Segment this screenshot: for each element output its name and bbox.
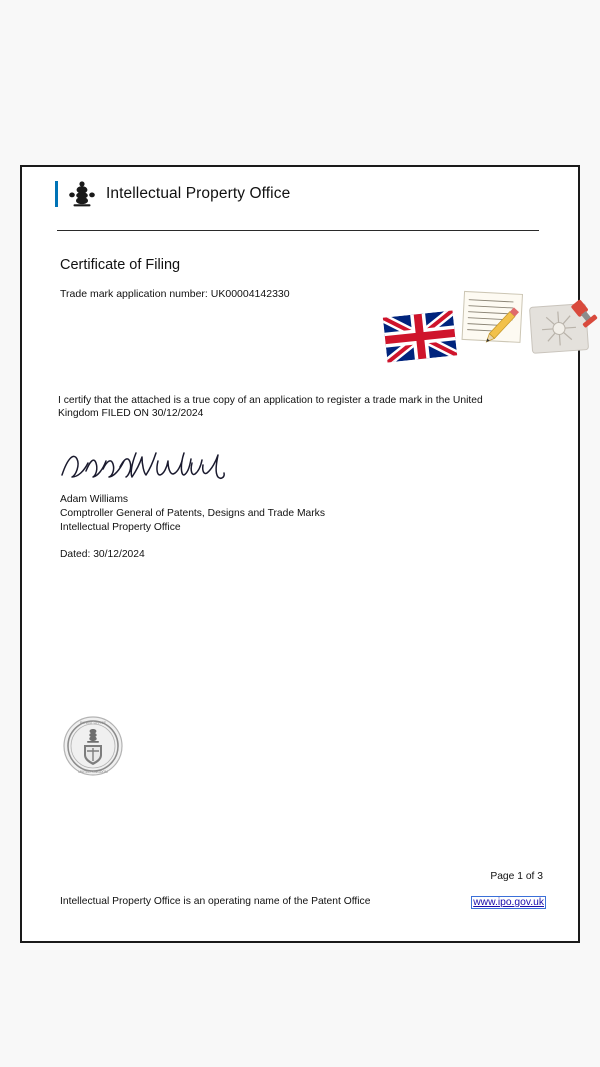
wax-stamp-sticker bbox=[525, 294, 600, 361]
certification-statement: I certify that the attached is a true copy of an application to register a trade mark in the United Kingdom FILED ON 30/12/2024 bbox=[58, 395, 483, 419]
signatory-office: Intellectual Property Office bbox=[60, 522, 181, 533]
embossed-royal-seal bbox=[62, 715, 124, 777]
certificate-page bbox=[20, 165, 580, 943]
footer-note: Intellectual Property Office is an operating name of the Patent Office bbox=[60, 896, 371, 907]
decorative-stickers bbox=[377, 289, 582, 369]
organisation-name: Intellectual Property Office bbox=[106, 185, 291, 202]
signature-image bbox=[58, 447, 228, 487]
page-title: Certificate of Filing bbox=[60, 257, 181, 273]
union-jack-flag-sticker bbox=[383, 310, 457, 362]
royal-crown-icon bbox=[67, 180, 97, 208]
accent-bar bbox=[55, 181, 58, 207]
signatory-role: Comptroller General of Patents, Designs and Trade Marks bbox=[60, 508, 325, 519]
svg-text:UNITED KINGDOM: UNITED KINGDOM bbox=[78, 770, 108, 774]
signatory-name: Adam Williams bbox=[60, 494, 129, 505]
ipo-website-link[interactable]: www.ipo.gov.uk bbox=[473, 897, 544, 908]
document-header bbox=[55, 180, 290, 208]
application-number: Trade mark application number: UK00004142330 bbox=[60, 288, 290, 300]
dated-line: Dated: 30/12/2024 bbox=[60, 549, 145, 560]
svg-text:PATENT OFFICE: PATENT OFFICE bbox=[79, 721, 107, 725]
handwritten-note-sticker bbox=[453, 289, 534, 355]
page-number: Page 1 of 3 bbox=[490, 871, 543, 882]
header-divider bbox=[57, 230, 539, 231]
